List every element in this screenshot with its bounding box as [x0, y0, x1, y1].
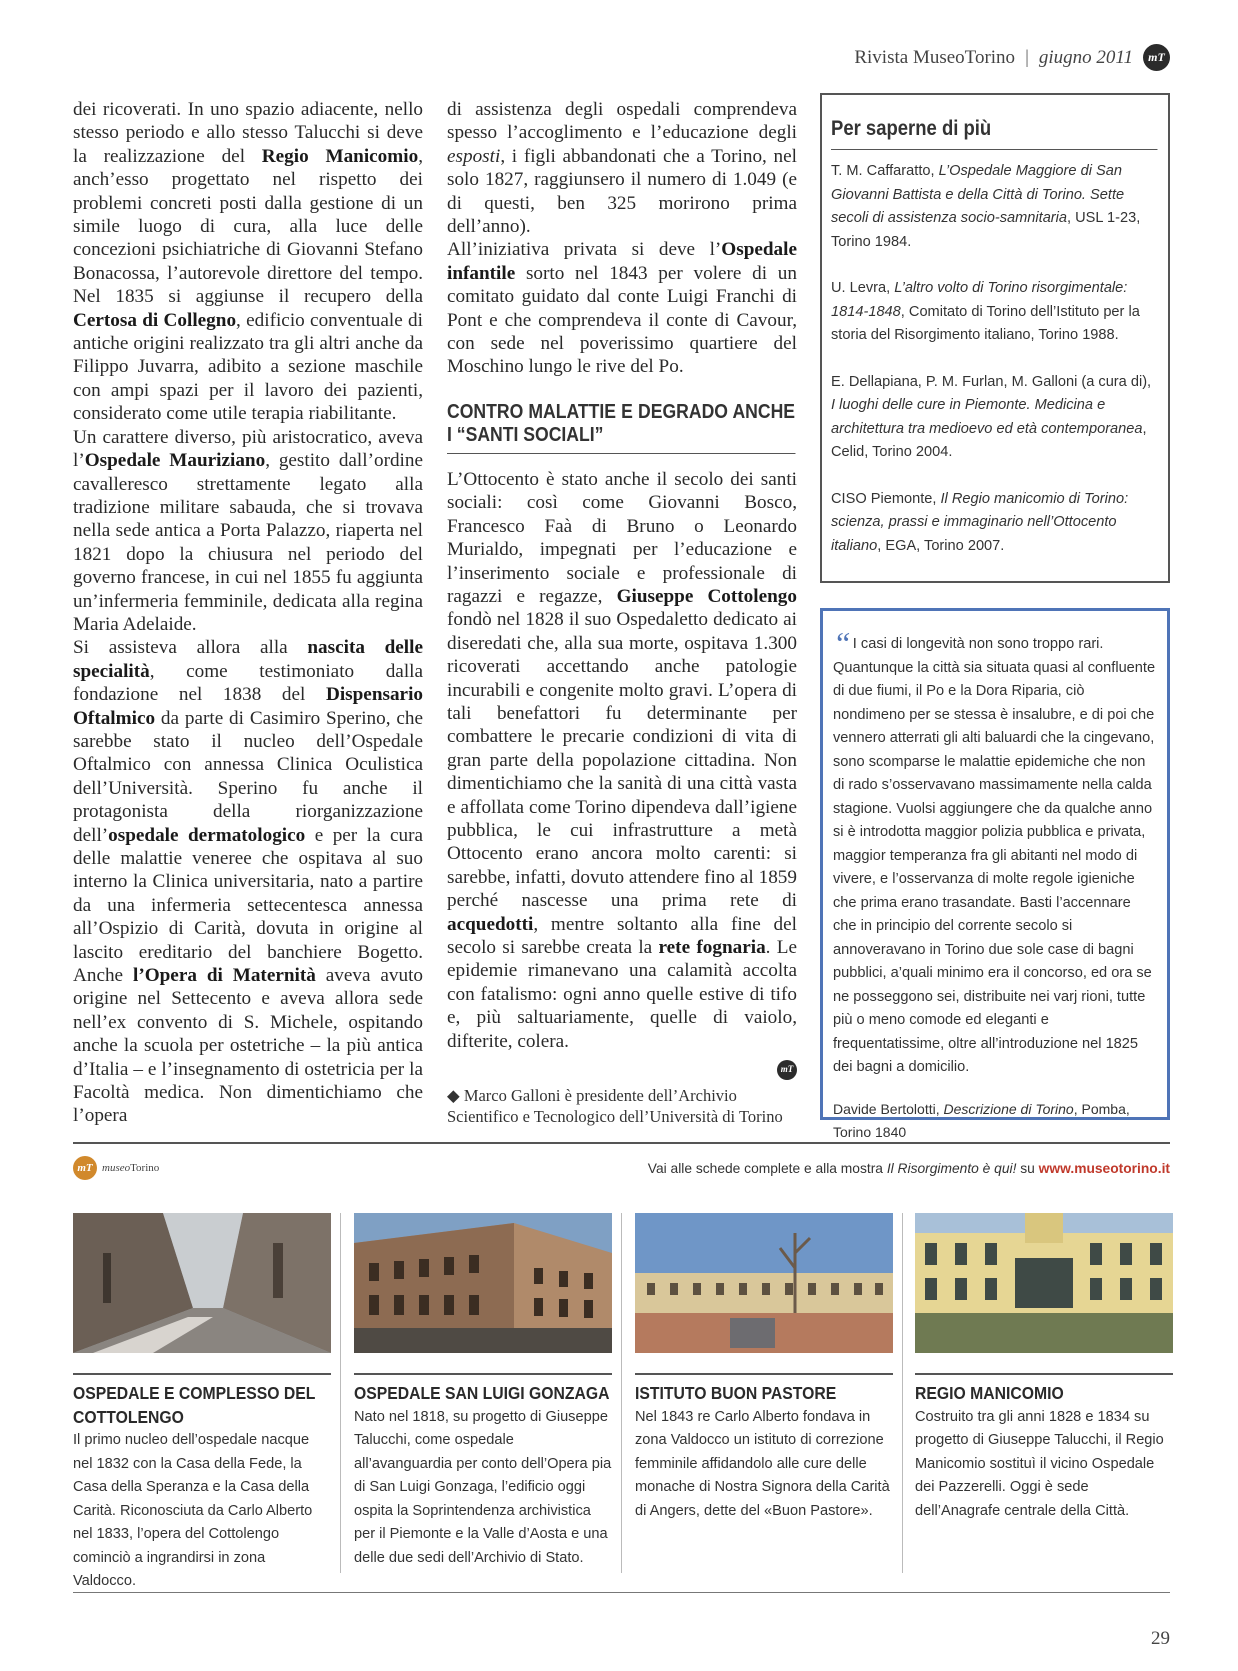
quote-text: “ I casi di longevità non sono troppo rari. Quantunque la città sia situata quasi al confluente di due fiumi, il Po e la Dora Riparia, ciò nondimeno per se stessa è insalubre, e di poi che vennero atterrati gli alti baluardi che la cingevano, sono scomparse le malattie epidemiche che non di rado s’osservavano massimamente nella calda stagione. Vuolsi aggiungere che da qualche anno si è introdotta maggior polizia pubblica e privata, maggior temperanza fra gli abitanti nel modo di vivere, e l’osservanza di molte regole igieniche che prima erano trasandate. Basti l’accennare che in principio del corrente secolo si annoveravano in Torino due sole case di bagni pubblici, a’quali minimo era il concorso, ed ora se ne posseggono sei, distribuite nei varj rioni, tutte più o meno comode ed eleganti e frequentatissime, oltre all’introduzione nel 1825 dei bagni a domicilio.: [833, 625, 1156, 1075]
section-divider: [73, 1142, 1170, 1144]
paragraph: di assistenza degli ospedali comprendeva spesso l’accoglimento e l’educazione degli esposti, i figli abbandonati che a Torino, nel solo 1827, raggiunsero il numero di 1.049 (e di questi, ben 325 morirono prima dell’anno).: [447, 99, 797, 238]
header-separator: |: [1025, 46, 1029, 68]
card-cottolengo: [73, 1213, 331, 1594]
article-end-mark: [447, 1055, 797, 1077]
paragraph: dei ricoverati. In uno spazio adiacente, nello stesso periodo e allo stesso Talucchi si deve la realizzazione del Regio Manicomio, anch’esso progettato nel rispetto dei problemi concreti posti dalla gestione di un simile luogo di cura, alla luce delle concezioni psichiatriche di Giovanni Stefano Bonacossa, l’autorevole direttore del tempo. Nel 1835 si aggiunse il recupero della Certosa di Collegno, edificio conventuale di antiche origini realizzato tra gli altri anche da Filippo Juvarra, adibito a sezione maschile con ampi spazi per il lavoro dei pazienti, considerato come utile terapia riabilitante.: [73, 99, 423, 425]
bibliography-title: Per saperne di più: [831, 117, 1157, 150]
card-description: Il primo nucleo dell’ospedale nacque nel 1832 con la Casa della Fede, la Casa della Speranza e la Casa della Carità. Riconosciuta da Carlo Alberto nel 1833, l’opera del Cottolengo cominciò a ingrandirsi in zona Valdocco.: [73, 1432, 313, 1589]
bibliography-box: [820, 93, 1170, 583]
issue-date: giugno 2011: [1038, 46, 1133, 68]
card-title: OSPEDALE E COMPLESSO DEL COTTOLENGO: [73, 1383, 316, 1427]
card-rule: [635, 1373, 893, 1375]
section-heading: CONTRO MALATTIE E DEGRADO ANCHE I “SANTI SOCIALI”: [447, 401, 795, 454]
page-number: 29: [1151, 1628, 1170, 1649]
card-title: OSPEDALE SAN LUIGI GONZAGA: [354, 1383, 610, 1403]
article-column-2: [447, 98, 797, 1127]
card-separator: [340, 1213, 341, 1573]
card-title: REGIO MANICOMIO: [915, 1383, 1064, 1403]
bibliography-entry: E. Dellapiana, P. M. Furlan, M. Galloni (a cura di), I luoghi delle cure in Piemonte. Medicina e architettura tra medioevo ed età contemporanea, Celid, Torino 2004.: [831, 373, 1152, 460]
paragraph: Si assisteva allora alla nascita delle specialità, come testimoniato dalla fondazione nel 1838 del Dispensario Oftalmico da parte di Casimiro Sperino, che sarebbe stato il nucleo dell’Ospedale Oftalmico con annessa Clinica Oculistica dell’Università. Sperino fu anche il protagonista della riorganizzazione dell’ospedale dermatologico e per la cura delle malattie veneree che ospitava al suo interno la Clinica universitaria, nato a partire da una infermeria settecentesca annessa all’Ospizio di Carità, dovuta in origine al lascito ereditario del banchiere Bogetto. Anche l’Opera di Maternità aveva avuto origine nel Settecento e aveva allora sede nell’ex convento di S. Michele, ospitando anche la scuola per ostetriche – la più antica d’Italia – e l’insegnamento di ostetricia per la Facoltà medica. Non dimentichiamo che l’opera: [73, 637, 424, 1127]
brand-name: museoTorino: [102, 1162, 160, 1174]
card-description: Costruito tra gli anni 1828 e 1834 su progetto di Giuseppe Talucchi, il Regio Manicomio sostituì il vicino Ospedale dei Pazzerelli. Oggi è sede dell’Anagrafe centrale della Città.: [915, 1408, 1164, 1519]
museotorino-logo-icon: mT: [1143, 44, 1170, 71]
publication-name: Rivista MuseoTorino: [854, 46, 1016, 68]
quote-mark-icon: “: [833, 625, 851, 661]
card-rule: [73, 1373, 331, 1375]
author-note: ◆ Marco Galloni è presidente dell’Archivio Scientifico e Tecnologico dell’Università di Torino: [447, 1086, 783, 1127]
paragraph: L’Ottocento è stato anche il secolo dei santi sociali: così come Giovanni Bosco, Francesco Faà di Bruno o Leonardo Murialdo, impegnati per l’educazione e l’inserimento sociale e professionale di ragazzi e regazze, Giuseppe Cottolengo fondò nel 1828 il suo Ospedaletto dedicato ai diseredati che, alla sua morte, ospitava 1.300 ricoverati accettando anche patologie incurabili e congenite molto gravi. L’opera di tali benefattori fu determinante per combattere le precarie condizioni di vita di gran parte della popolazione cittadina. Non dimentichiamo che la sanità di una città vasta e affollata come Torino dipendeva dall’igiene pubblica, le cui infrastrutture a metà Ottocento erano ancora molto carenti: si sarebbe, infatti, dovuto attendere fino al 1859 perché nascesse una prima rete di acquedotti, mentre soltanto alla fine del secolo si sarebbe creata la rete fognaria. Le epidemie rimanevano una calamità accolta con fatalismo: ogni anno quelle estive di tifo e, più saltuariamente, quelle di vaiolo, difterite, colera.: [447, 468, 797, 1052]
quote-source: Davide Bertolotti, Descrizione di Torino, Pomba, Torino 1840: [833, 1100, 1130, 1140]
promo-strip: [73, 1152, 1170, 1184]
courtyard-photo-image: [915, 1213, 1173, 1353]
card-regio-manicomio: [915, 1213, 1173, 1523]
card-description: Nato nel 1818, su progetto di Giuseppe Talucchi, come ospedale all’avanguardia per conto dell’Opera pia di San Luigi Gonzaga, l’edificio oggi ospita la Soprintendenza archivistica per il Piemonte e la Valle d’Aosta e una delle due sedi dell’Archivio di Stato.: [354, 1408, 612, 1566]
bibliography-entry: CISO Piemonte, Il Regio manicomio di Torino: scienza, prassi e immaginario nell’Ottocento italiano, EGA, Torino 2007.: [831, 490, 1129, 554]
card-description: Nel 1843 re Carlo Alberto fondava in zona Valdocco un istituto di correzione femminile affidandolo alle cure delle monache di Nostra Signora della Carità di Angers, dette del «Buon Pastore».: [635, 1408, 890, 1519]
article-column-1: [73, 98, 423, 1128]
card-buon-pastore: [635, 1213, 893, 1523]
museotorino-logo-icon: mT: [73, 1156, 97, 1180]
card-rule: [354, 1373, 612, 1375]
card-rule: [915, 1373, 1173, 1375]
card-separator: [902, 1213, 903, 1573]
museotorino-link[interactable]: www.museotorino.it: [1038, 1160, 1170, 1176]
card-san-luigi-gonzaga: [354, 1213, 612, 1570]
bibliography-entry: T. M. Caffaratto, L’Ospedale Maggiore di San Giovanni Battista e della Città di Torino. Sette secoli di assistenza socio-samnitaria, USL 1-23, Torino 1984.: [831, 163, 1141, 250]
museotorino-brand: [73, 1156, 159, 1180]
promo-text: Vai alle schede complete e alla mostra Il Risorgimento è qui! su www.museotorino.it: [647, 1160, 1170, 1176]
bibliography-entry: U. Levra, L’altro volto di Torino risorgimentale: 1814-1848, Comitato di Torino dell’Istituto per la storia del Risorgimento italiano, Torino 1988.: [831, 280, 1140, 343]
paragraph: Un carattere diverso, più aristocratico, aveva l’Ospedale Mauriziano, gestito dall’ordine cavalleresco strettamente legato alla tradizione militare sabauda, che si trovava nella sede antica a Porta Palazzo, riaperta nel 1821 dopo la chiusura nel periodo del governo francese, in cui nel 1855 fu aggiunta un’infermeria femminile, dedicata alla regina Maria Adelaide.: [73, 426, 423, 635]
footer-divider: [73, 1592, 1170, 1593]
card-title: ISTITUTO BUON PASTORE: [635, 1383, 837, 1403]
museotorino-logo-icon: mT: [777, 1060, 797, 1080]
street-photo-image: [73, 1213, 331, 1353]
building-photo-image: [354, 1213, 612, 1353]
page-header: [854, 44, 1170, 71]
quote-box: [820, 608, 1170, 1140]
card-separator: [621, 1213, 622, 1573]
building-wall-photo-image: [635, 1213, 893, 1353]
paragraph: All’iniziativa privata si deve l’Ospedale infantile sorto nel 1843 per volere di un comitato guidato dal conte Luigi Franchi di Pont e che comprendeva il conte di Cavour, con sede nel poverissimo quartiere del Moschino lungo le rive del Po.: [447, 239, 797, 378]
